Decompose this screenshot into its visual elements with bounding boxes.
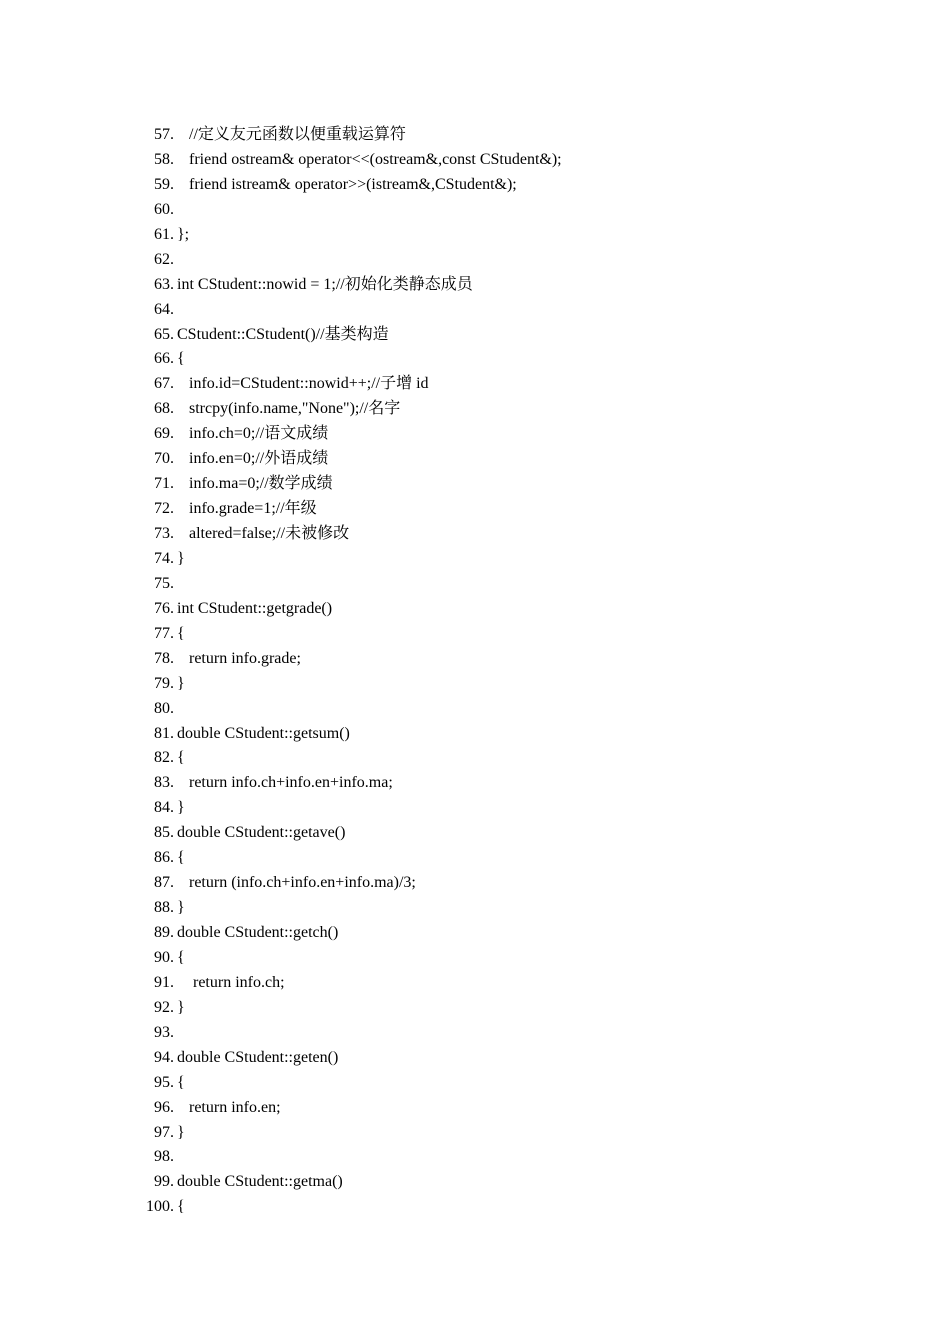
code-line — [0, 173, 950, 198]
code-text: int CStudent::nowid = 1;//初始化类静态成员 — [177, 275, 473, 293]
code-line — [0, 1121, 950, 1146]
line-number: 87. — [154, 874, 174, 892]
code-text: { — [177, 1198, 185, 1216]
code-text: return info.grade; — [177, 649, 301, 667]
line-number: 86. — [154, 849, 174, 867]
code-text: } — [177, 1123, 185, 1141]
code-text: info.ch=0;//语文成绩 — [177, 425, 329, 443]
code-text: } — [177, 674, 185, 692]
code-text: friend ostream& operator<<(ostream&,const CStudent&); — [177, 150, 562, 168]
code-text: } — [177, 998, 185, 1016]
line-number: 85. — [154, 824, 174, 842]
line-number: 60. — [154, 200, 174, 218]
line-number: 71. — [154, 475, 174, 493]
code-line — [0, 1071, 950, 1096]
line-number: 83. — [154, 774, 174, 792]
line-number: 64. — [154, 300, 174, 318]
code-text: { — [177, 1073, 185, 1091]
code-line — [0, 622, 950, 647]
code-text: double CStudent::getma() — [177, 1173, 343, 1191]
code-text: { — [177, 624, 185, 642]
line-number: 100. — [146, 1198, 174, 1216]
line-number: 88. — [154, 899, 174, 917]
line-number: 81. — [154, 724, 174, 742]
code-line — [0, 896, 950, 921]
code-line — [0, 946, 950, 971]
code-text: double CStudent::getave() — [177, 824, 346, 842]
code-listing — [0, 123, 950, 1220]
line-number: 76. — [154, 599, 174, 617]
line-number: 89. — [154, 924, 174, 941]
code-text: int CStudent::getgrade() — [177, 599, 333, 617]
line-number: 82. — [154, 749, 174, 767]
code-text: { — [177, 948, 185, 966]
code-line — [0, 497, 950, 522]
line-number: 69. — [154, 425, 174, 443]
code-line — [0, 572, 950, 597]
code-line — [0, 846, 950, 871]
line-number: 97. — [154, 1123, 174, 1141]
code-text: //定义友元函数以便重载运算符 — [177, 126, 406, 143]
code-text: { — [177, 350, 185, 368]
line-number: 98. — [154, 1148, 174, 1166]
code-text: } — [177, 899, 185, 917]
code-text: double CStudent::geten() — [177, 1048, 339, 1066]
line-number: 66. — [154, 350, 174, 368]
code-text: double CStudent::getsum() — [177, 724, 350, 742]
code-line — [0, 198, 950, 223]
code-line — [0, 647, 950, 672]
code-text: info.ma=0;//数学成绩 — [177, 475, 333, 493]
code-text: info.grade=1;//年级 — [177, 500, 317, 518]
code-line — [0, 273, 950, 298]
line-number: 70. — [154, 450, 174, 468]
line-number: 63. — [154, 275, 174, 293]
line-number: 61. — [154, 225, 174, 243]
code-line — [0, 796, 950, 821]
line-number: 94. — [154, 1048, 174, 1066]
code-line — [0, 447, 950, 472]
code-line — [0, 597, 950, 622]
code-line — [0, 547, 950, 572]
line-number: 75. — [154, 574, 174, 592]
code-line — [0, 422, 950, 447]
code-text: }; — [177, 225, 190, 243]
code-line — [0, 996, 950, 1021]
line-number: 80. — [154, 699, 174, 717]
code-line — [0, 1145, 950, 1170]
line-number: 93. — [154, 1023, 174, 1041]
code-line — [0, 771, 950, 796]
code-line — [0, 697, 950, 722]
code-text: CStudent::CStudent()//基类构造 — [177, 325, 389, 343]
code-line — [0, 148, 950, 173]
code-text: info.id=CStudent::nowid++;//子增 id — [177, 375, 429, 393]
line-number: 77. — [154, 624, 174, 642]
line-number: 84. — [154, 799, 174, 817]
code-line — [0, 522, 950, 547]
line-number: 78. — [154, 649, 174, 667]
line-number: 62. — [154, 250, 174, 268]
code-line — [0, 971, 950, 996]
code-text: altered=false;//未被修改 — [177, 525, 350, 542]
code-line — [0, 722, 950, 747]
line-number: 57. — [154, 126, 174, 143]
code-line — [0, 397, 950, 422]
code-text: friend istream& operator>>(istream&,CStudent&); — [177, 175, 517, 193]
code-text: } — [177, 799, 185, 817]
code-text: strcpy(info.name,"None");//名字 — [177, 400, 401, 418]
code-line — [0, 1046, 950, 1071]
line-number: 73. — [154, 525, 174, 542]
code-text: info.en=0;//外语成绩 — [177, 450, 329, 468]
line-number: 59. — [154, 175, 174, 193]
line-number: 58. — [154, 150, 174, 168]
code-line — [0, 323, 950, 348]
line-number: 90. — [154, 948, 174, 966]
line-number: 96. — [154, 1098, 174, 1116]
code-line — [0, 223, 950, 248]
code-line — [0, 123, 950, 148]
line-number: 95. — [154, 1073, 174, 1091]
code-line — [0, 472, 950, 497]
line-number: 72. — [154, 500, 174, 518]
line-number: 74. — [154, 549, 174, 567]
line-number: 68. — [154, 400, 174, 418]
line-number: 99. — [154, 1173, 174, 1191]
code-line — [0, 672, 950, 697]
line-number: 65. — [154, 325, 174, 343]
code-text: return info.en; — [177, 1098, 281, 1116]
code-line — [0, 1195, 950, 1220]
code-line — [0, 871, 950, 896]
code-line — [0, 248, 950, 273]
line-number: 79. — [154, 674, 174, 692]
code-line — [0, 1170, 950, 1195]
code-line — [0, 347, 950, 372]
code-text: double CStudent::getch() — [177, 924, 339, 941]
code-line — [0, 921, 950, 946]
code-line — [0, 821, 950, 846]
code-text: return info.ch; — [177, 973, 285, 991]
code-text: { — [177, 749, 185, 767]
code-line — [0, 298, 950, 323]
line-number: 91. — [154, 973, 174, 991]
code-text: return (info.ch+info.en+info.ma)/3; — [177, 874, 416, 892]
code-line — [0, 372, 950, 397]
code-text: } — [177, 549, 185, 567]
code-text: return info.ch+info.en+info.ma; — [177, 774, 393, 792]
code-line — [0, 746, 950, 771]
line-number: 67. — [154, 375, 174, 393]
code-text: { — [177, 849, 185, 867]
code-line — [0, 1021, 950, 1046]
code-line — [0, 1096, 950, 1121]
line-number: 92. — [154, 998, 174, 1016]
